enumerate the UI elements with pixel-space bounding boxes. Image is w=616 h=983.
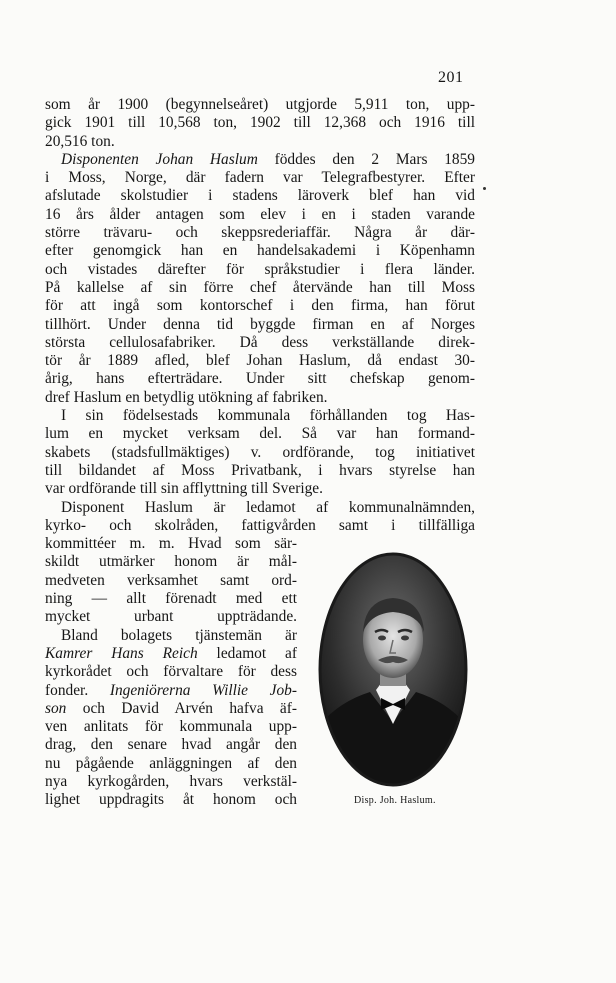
paragraph-start-line: Disponent Haslum är ledamot af kommunalnämnden, bbox=[61, 498, 475, 516]
text-line: son och David Arvén hafva äf- bbox=[45, 699, 297, 717]
text-line: Kamrer Hans Reich ledamot af bbox=[45, 644, 297, 662]
text-line: var ordförande till sin afflyttning till Sverige. bbox=[45, 480, 323, 498]
text-line: och vistades därefter för språkstudier i flera länder. bbox=[45, 260, 475, 278]
text-line: drag, den senare hvad angår den bbox=[45, 736, 297, 754]
text-line: i Moss, Norge, där fadern var Telegrafbestyrer. Efter bbox=[45, 169, 475, 187]
text-line: På kallelse af sin förre chef återvände han till Moss bbox=[45, 278, 475, 296]
text-line: 16 års ålder antagen som elev i en i staden varande bbox=[45, 205, 475, 223]
text-line: nu pågående anläggningen af den bbox=[45, 754, 297, 772]
text-line: till bildandet af Moss Privatbank, i hvars styrelse han bbox=[45, 461, 475, 479]
text-line: nya kyrkogården, hvars verkstäl- bbox=[45, 772, 297, 790]
text-line: ven anlitats för kommunala upp- bbox=[45, 718, 297, 736]
text-line: gick 1901 till 10,568 ton, 1902 till 12,368 och 1916 till bbox=[45, 114, 475, 132]
text-line: som år 1900 (begynnelseåret) utgjorde 5,911 ton, upp- bbox=[45, 96, 475, 113]
text-line: för att ingå som kontorschef i den firma, han förut bbox=[45, 297, 475, 315]
text-line: lum en mycket verksam del. Så var han formand- bbox=[45, 425, 475, 443]
text-line: kommittéer m. m. Hvad som sär- bbox=[45, 535, 297, 553]
text-line: 20,516 ton. bbox=[45, 132, 115, 150]
text-line: efter genomgick han en handelsakademi i Köpenhamn bbox=[45, 242, 475, 260]
page-number: 201 bbox=[438, 69, 464, 86]
text-line: lighet uppdragits åt honom och bbox=[45, 791, 297, 809]
text-line: mycket urbant uppträdande. bbox=[45, 608, 297, 626]
text-line: medveten verksamhet samt ord- bbox=[45, 571, 297, 589]
text-line: största cellulosafabriker. Då dess verkställande direk- bbox=[45, 333, 475, 351]
text-line: årig, hans efterträdare. Under sitt chefskap genom- bbox=[45, 370, 475, 388]
text-line: kyrkorådet och förvaltare för dess bbox=[45, 663, 297, 681]
paragraph-start-line: Bland bolagets tjänstemän är bbox=[61, 626, 297, 644]
text-line: ning — allt förenadt med ett bbox=[45, 590, 297, 608]
text-line: tillhört. Under denna tid byggde firman en af Norges bbox=[45, 315, 475, 333]
text-line: skabets (stadsfullmäktiges) v. ordförande, tog initiativet bbox=[45, 443, 475, 461]
text-line: större trävaru- och skeppsrederiaffär. Några år där- bbox=[45, 224, 475, 242]
text-line: fonder. Ingeniörerna Willie Job- bbox=[45, 681, 297, 699]
portrait-caption: Disp. Joh. Haslum. bbox=[354, 795, 436, 806]
portrait-image bbox=[318, 552, 468, 787]
print-speck bbox=[483, 187, 486, 190]
paragraph-start-line: I sin födelsestads kommunala förhållanden tog Has- bbox=[61, 407, 475, 425]
text-line: dref Haslum en betydlig utökning af fabriken. bbox=[45, 388, 328, 406]
text-line: skildt utmärker honom är mål- bbox=[45, 553, 297, 571]
text-line: afslutade skolstudier i stadens läroverk blef han vid bbox=[45, 187, 475, 205]
portrait-photo bbox=[318, 552, 468, 787]
text-line: tör år 1889 afled, blef Johan Haslum, då endast 30- bbox=[45, 352, 475, 370]
text-line: kyrko- och skolråden, fattigvården samt i tillfälliga bbox=[45, 516, 475, 534]
paragraph-start-line: Disponenten Johan Haslum föddes den 2 Mars 1859 bbox=[61, 150, 475, 168]
